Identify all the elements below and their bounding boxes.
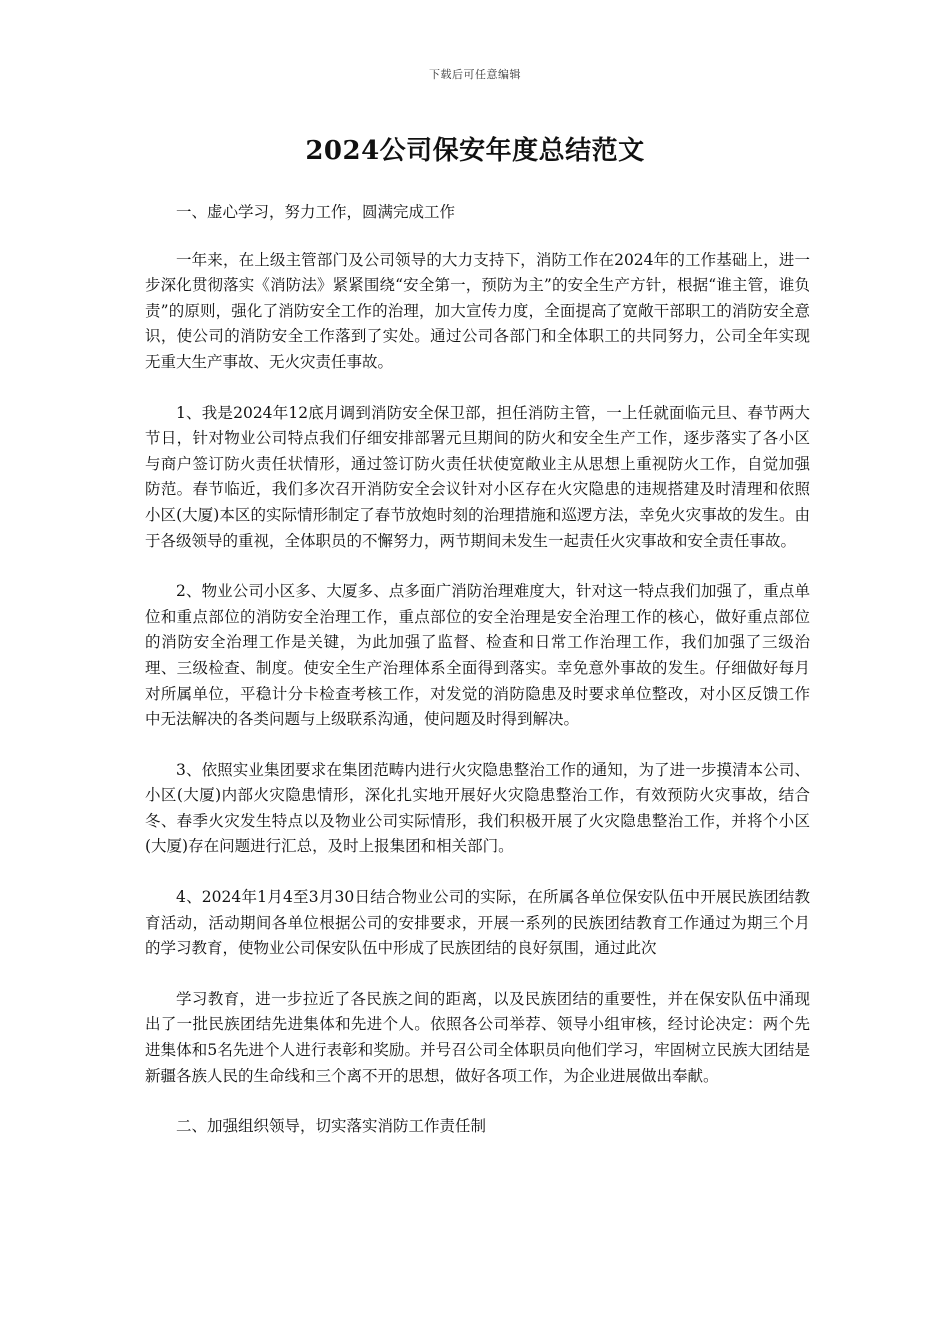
paragraph-item-2: 2、物业公司小区多、大厦多、点多面广消防治理难度大，针对这一特点我们加强了，重点单位和重点部位的消防安全治理工作，重点部位的安全治理是安全治理工作的核心，做好重点部位的消防安全治理工作是关键，为此加强了监督、检查和日常工作治理工作，我们加强了三级治理、三级检查、制度。使安全生产治理体系全面得到落实。幸免意外事故的发生。仔细做好每月对所属单位，平稳计分卡检查考核工作，对发觉的消防隐患及时要求单位整改，对小区反馈工作中无法解决的各类问题与上级联系沟通，使问题及时得到解决。 xyxy=(145,582,810,729)
section-heading-1: 一、虚心学习，努力工作，圆满完成工作 xyxy=(176,203,456,221)
section-heading-2: 二、加强组织领导，切实落实消防工作责任制 xyxy=(176,1117,487,1136)
paragraph-intro: 一年来，在上级主管部门及公司领导的大力支持下，消防工作在2024年的工作基础上，进一步深化贯彻落实《消防法》紧紧围绕“安全第一，预防为主”的安全生产方针，根据“谁主管，谁负责”的原则，强化了消防安全工作的治理，加大宣传力度，全面提高了宽敞干部职工的消防安全意识，使公司的消防安全工作落到了实处。通过公司各部门和全体职工的共同努力，公司全年实现无重大生产事故、无火灾责任事故。 xyxy=(145,250,810,371)
paragraph-item-4-continued: 学习教育，进一步拉近了各民族之间的距离，以及民族团结的重要性，并在保安队伍中涌现出了一批民族团结先进集体和先进个人。依照各公司举荐、领导小组审核，经讨论决定：两个先进集体和5名先进个人进行表彰和奖励。并号召公司全体职员向他们学习，牢固树立民族大团结是新疆各族人民的生命线和三个离不开的思想，做好各项工作，为企业进展做出奉献。 xyxy=(145,989,810,1085)
paragraph-item-4: 4、2024年1月4至3月30日结合物业公司的实际，在所属各单位保安队伍中开展民族团结教育活动，活动期间各单位根据公司的安排要求，开展一系列的民族团结教育工作通过为期三个月的学习教育，使物业公司保安队伍中形成了民族团结的良好氛围，通过此次 xyxy=(145,888,810,958)
document-title: 2024公司保安年度总结范文 xyxy=(305,136,645,166)
paragraph-item-1: 1、我是2024年12底月调到消防安全保卫部，担任消防主管，一上任就面临元旦、春节两大节日，针对物业公司特点我们仔细安排部署元旦期间的防火和安全生产工作，逐步落实了各小区与商户签订防火责任状情形，通过签订防火责任状使宽敞业主从思想上重视防火工作，自觉加强防范。春节临近，我们多次召开消防安全会议针对小区存在火灾隐患的违规搭建及时清理和依照小区(大厦)本区的实际情形制定了春节放炮时刻的治理措施和巡逻方法，幸免火灾事故的发生。由于各级领导的重视，全体职员的不懈努力，两节期间未发生一起责任火灾事故和安全责任事故。 xyxy=(145,403,810,550)
document-body xyxy=(145,200,810,1162)
paragraph-item-3: 3、依照实业集团要求在集团范畴内进行火灾隐患整治工作的通知，为了进一步摸清本公司、小区(大厦)内部火灾隐患情形，深化扎实地开展好火灾隐患整治工作，有效预防火灾事故，结合冬、春季火灾发生特点以及物业公司实际情形，我们积极开展了火灾隐患整治工作，并将个小区(大厦)存在问题进行汇总，及时上报集团和相关部门。 xyxy=(145,760,810,856)
header-note: 下载后可任意编辑 xyxy=(429,68,521,81)
